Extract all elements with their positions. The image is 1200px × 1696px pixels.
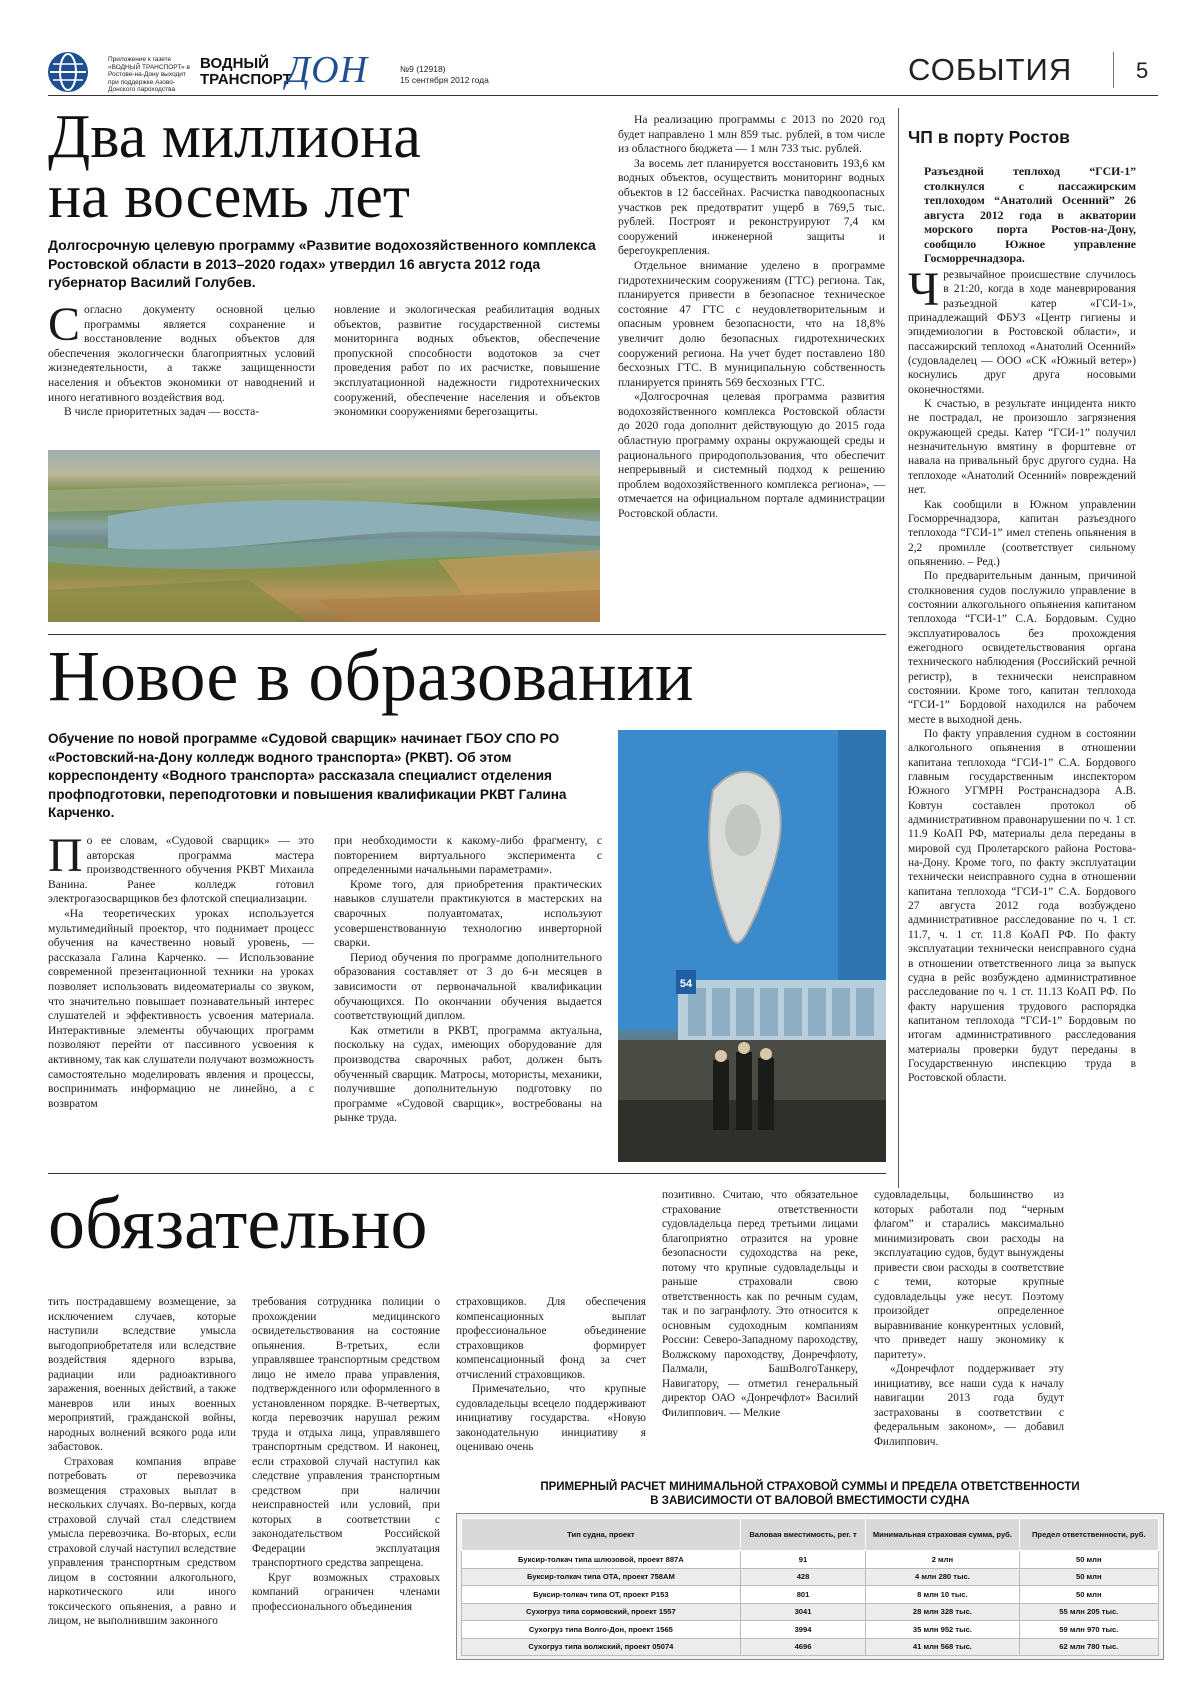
table-cell: 4696 (740, 1638, 865, 1656)
table-cell: 59 млн 970 тыс. (1019, 1621, 1158, 1639)
page-number: 5 (1136, 58, 1149, 83)
article3-col2-p2: Круг возможных страховых компаний ограничен членами профессионального объединения (252, 1571, 440, 1613)
sidebar-body (908, 263, 1136, 1086)
table-title-2: В ЗАВИСИМОСТИ ОТ ВАЛОВОЙ ВМЕСТИМОСТИ СУДНА (650, 1495, 970, 1507)
article3-col4 (662, 1188, 858, 1420)
sidebar-divider (898, 108, 899, 1188)
building-number-sign: 54 (679, 978, 693, 990)
header-divider (1113, 52, 1114, 88)
table-cell: 28 млн 328 тыс. (866, 1603, 1019, 1621)
table-cell: 62 млн 780 тыс. (1019, 1638, 1158, 1656)
insurance-table (456, 1513, 1164, 1660)
article2-col2-p2: Кроме того, для приобретения практических навыков слушатели практикуются в мастерских на сварочных полуавтоматах, используют усовершенствованную технологию инверторной сварки. (334, 877, 602, 950)
article1-col3-p1: На реализацию программы с 2013 по 2020 год будет направлено 1 млн 859 тыс. рублей, в том числе из областного бюджета — 1 млн 733 тыс. рублей. (618, 113, 885, 156)
table-cell: 3994 (740, 1621, 865, 1639)
table-cell: 50 млн (1019, 1568, 1158, 1586)
article3-col1 (48, 1295, 236, 1629)
table-cell: Сухогруз типа Волго-Дон, проект 1565 (462, 1621, 741, 1639)
table-cell: 55 млн 205 тыс. (1019, 1603, 1158, 1621)
table-cell: Буксир-толкач типа ОТА, проект 758АМ (462, 1568, 741, 1586)
article1-lead: Долгосрочную целевую программу «Развитие водохозяйственного комплекса Ростовской области в 2013–2020 годах» утвердил 16 августа 2012 года губернатор Василий Голубев. (48, 237, 596, 290)
sidebar-p2: К счастью, в результате инцидента никто не пострадал, не произошло загрязнения окружающей среды. Катер “ГСИ-1” получил незначительную вмятину в форштевне от навала на привальный брус другого судна. На теплоходе «Анатолий Осенний» повреждений нет. (908, 398, 1136, 497)
article2-col2 (334, 834, 602, 1126)
article3-col4-p1: позитивно. Считаю, что обязательное страхование ответственности судовладельца перед третьими лицами благоприятно отразится на уровне безопасности судоходства на реке, потому что крупные судовладельцы и раньше страховали свою ответственность как по речным судам, так и по загранфлоту. Это относится к основным судоходным компаниям России: Северо-Западному пароходству, Волжскому пароходству, Донречфлоту, Палмали, БашВолгоТанкеру, Навигатору, — отметил генеральный директор ОАО «Донречфлот» Василий Филиппович. — Мелкие (662, 1189, 858, 1419)
article2-col2-p4: Как отметили в РКВТ, программа актуальна, поскольку на судах, имеющих оборудование для производства сварочных работ, должен быть обученный сварщик. Матросы, мотористы, механики, получившие дополнительную подготовку по программе «Судовой сварщик», востребованы на рынке труда. (334, 1023, 602, 1125)
table-cell: 41 млн 568 тыс. (866, 1638, 1019, 1656)
table-cell: 8 млн 10 тыс. (866, 1586, 1019, 1604)
table-cell: 50 млн (1019, 1586, 1158, 1604)
article2-col2-p3: Период обучения по программе дополнительного образования составляет от 3 до 6-и месяцев в зависимости от первоначальной квалификации обучающихся. По окончании обучения выдается соответствующий диплом. (334, 950, 602, 1023)
sidebar-title: ЧП в порту Ростов (908, 127, 1070, 147)
article1-col3-p3: Отдельное внимание уделено в программе гидротехническим сооружениям (ГТС) региона. Так, планируется привести в безопасное техническое состояние 47 ГТС с неудовлетворительным и опасным уровнем безопасности, что на 18,8% увеличит долю безопасных гидротехнических сооружений региона. На учет будет поставлено 180 бесхозных ГТС. В муниципальную собственность планируется принять 569 бесхозных ГТС. (618, 258, 885, 389)
sidebar-lead: Разъездной теплоход “ГСИ-1” столкнулся с пассажирским теплоходом “Анатолий Осенний” 26 августа 2012 года в акватории морского порта Ростов-на-Дону, сообщило Южное управление Госморречнадзора. (924, 164, 1136, 265)
article2-col1-p2: «На теоретических уроках используется мультимедийный проектор, что поднимает процесс обучения на качественно новый уровень, — рассказала Галина Карченко. — Использование современной презентационной техники на уроках позволяет использовать видеоматериалы со звуком, что значительно повышает познавательный интерес слушателей и эффективность усвоения материала. Интерактивные элементы обучающих программ позволяют перейти от пассивного усвоения к активному, так как слушатели получают возможность самостоятельно моделировать явления и процессы, воспринимать информацию не линейно, а с возвратом (48, 906, 314, 1110)
table-row (462, 1603, 1159, 1621)
table-cell: 4 млн 280 тыс. (866, 1568, 1019, 1586)
article1-col1 (48, 298, 315, 420)
table-row (462, 1621, 1159, 1639)
table-row (462, 1586, 1159, 1604)
table-cell: 91 (740, 1551, 865, 1569)
table-cell: Сухогруз типа волжский, проект 05074 (462, 1638, 741, 1656)
article1-dropcap: С (48, 298, 81, 351)
article2-dropcap: П (48, 829, 83, 882)
header-rule (48, 95, 1158, 96)
article3-col2 (252, 1295, 440, 1614)
article3-col3 (456, 1295, 646, 1455)
table-cell: Буксир-толкач типа ОТ, проект Р153 (462, 1586, 741, 1604)
table-header-tonnage: Валовая вместимость, рег. т (740, 1519, 865, 1551)
article2-col2-p1: при необходимости к какому-либо фрагменту, с повторением виртуального эксперимента с определенными начальными параметрами». (334, 834, 602, 877)
sidebar-p3: Как сообщили в Южном управлении Госморречнадзора, капитан разъездного теплохода “ГСИ-1” имел степень опьянения в 2,2 промилле (соответствует сильному опьянению. – Ред.) (908, 498, 1136, 568)
table-header-type: Тип судна, проект (462, 1519, 741, 1551)
article1-headline-2: на восемь лет (48, 163, 410, 231)
sidebar-p4: По предварительным данным, причиной столкновения судов послужило управление в состоянии алкогольного опьянения капитаном теплохода “ГСИ-1” С.А. Бордовым. Судно эксплуатировалось без прохождения ежегодного освидетельствования органа технического наблюдения (Российский речной регистр), в технически неисправном состоянии. Кроме того, капитан теплохода “ГСИ-1” Бордовой находился на рабочем месте в выходной день. (908, 570, 1136, 726)
table-cell: 2 млн (866, 1551, 1019, 1569)
table-cell: 50 млн (1019, 1551, 1158, 1569)
table-row (462, 1568, 1159, 1586)
table-row (462, 1638, 1159, 1656)
article1-col3 (618, 113, 885, 522)
article3-headline: обязательно (48, 1183, 428, 1265)
table-header-min-sum: Минимальная страховая сумма, руб. (866, 1519, 1019, 1551)
article3-col1-p2: Страховая компания вправе потребовать от перевозчика возмещения страховых выплат в нескольких случаях. Во-первых, когда страховой случай стал следствием умысла перевозчика. Во-вторых, если страховой случай наступил вследствие управления транспортным средством лицом в состоянии алкогольного, наркотического или иного токсического опьянения, а равно и лицом, не выполнившим законного (48, 1455, 236, 1627)
article3-col1-p1: тить пострадавшему возмещение, за исключением случаев, которые наступили вследствие умысла выгодоприобретателя или вследствие воздействия ядерного взрыва, радиации или радиоактивного заражения, военных действий, а также маневров или иных военных мероприятий, гражданской войны, народных волнений всякого рода или забастовок. (48, 1296, 236, 1453)
table-row (462, 1551, 1159, 1569)
article1-col3-p2: За восемь лет планируется восстановить 193,6 км водных объектов, осуществить мониторинг водных объектов в 12 бассейнах. Расчистка паводкоопасных участков рек предотвратит ущерб в 769,5 тыс. рублей. Построят и реконструируют 7,4 км сооружений инженерной защиты и берегоукрепления. (618, 156, 885, 258)
article3-col5 (874, 1188, 1064, 1449)
table-cell: 428 (740, 1568, 865, 1586)
article1-col1-p2: В числе приоритетных задач — восста- (64, 405, 260, 419)
issue-date: 15 сентября 2012 года (400, 75, 489, 85)
article3-col3-p1: страховщиков. Для обеспечения компенсационных выплат профессиональное объединение страховщиков формирует компенсационный фонд за счет отчислений страховщиков. (456, 1296, 646, 1381)
college-building-photo (618, 730, 886, 1162)
article1-col1-p1: огласно документу основной целью программы является сохранение и восстановление водных объектов для обеспечения экологически благоприятных условий жизнедеятельности, а также защищенности населения и объектов экономики от наводнений и иного негативного воздействия вод. (48, 303, 315, 404)
table-cell: 3041 (740, 1603, 865, 1621)
article3-col2-p1: требования сотрудника полиции о прохождении медицинского освидетельствования на состояние опьянения. В-третьих, если управлявшее транспортным средством лицо не имело права управления, подтвержденного или оформленного в установленном порядке. В-четвертых, когда перевозчик нарушал режим труда и отдыха лица, управлявшего транспортным средством. И наконец, если страховой случай наступил как следствие управления транспортным средством при наличии неисправностей или условий, при которых в соответствии с законодательством Российской Федерации эксплуатация транспортного средства запрещена. (252, 1296, 440, 1569)
article2-bottom-rule (48, 1173, 886, 1174)
table-header-limit: Предел ответственности, руб. (1019, 1519, 1158, 1551)
supplement-note: Приложение к газете «ВОДНЫЙ ТРАНСПОРТ» в Ростове-на-Дону выходит при поддержке Азово-Донского пароходства (108, 56, 190, 93)
table-cell: Буксир-толкач типа шлюзовой, проект 887А (462, 1551, 741, 1569)
article1-col2-p1: новление и экологическая реабилитация водных объектов, развитие государственной системы мониторинга водных объектов, обеспечение пропускной способности водотоков за счет проведения работ по их расчистке, повышение эксплуатационной надежности гидротехнических сооружений, обеспечение населения и объектов экономики сооружениями берегозащиты. (334, 303, 600, 419)
globe-logo-icon (48, 52, 88, 92)
masthead (48, 48, 1158, 94)
sidebar-dropcap: Ч (908, 263, 940, 316)
article2-headline: Новое в образовании (48, 636, 694, 716)
table-title-1: ПРИМЕРНЫЙ РАСЧЕТ МИНИМАЛЬНОЙ СТРАХОВОЙ СУММЫ И ПРЕДЕЛА ОТВЕТСТВЕННОСТИ (540, 1481, 1080, 1493)
article3-col5-p1: судовладельцы, большинство из которых работали под “черным флагом” и старались максимально минимизировать свои расходы на эксплуатацию судов, будут вынуждены привести свои расходы в соответствие с теми, которые крупные судовладельцы уже несут. Поэтому произойдет определенное выравнивание конкурентных условий, что приведет нашу экономику к паритету». (874, 1189, 1064, 1361)
article3-col5-p2: «Донречфлот поддерживает эту инициативу, все наши суда к началу навигации 2013 года будут застрахованы в соответствии с федеральным законом», — добавил Филиппович. (874, 1363, 1064, 1448)
table-cell: 35 млн 952 тыс. (866, 1621, 1019, 1639)
article1-col3-p4: «Долгосрочная целевая программа развития водохозяйственного комплекса Ростовской области до 2020 года дополнит действующую до 2015 года областную программу охраны окружающей среды и рационального природопользования, что обеспечит непрерывный и системный подход к решению проблем водохозяйственного комплекса региона», — отмечается на официальном портале администрации Ростовской области. (618, 390, 885, 521)
sidebar-p5: По факту управления судном в состоянии алкогольного опьянения в отношении капитана теплохода “ГСИ-1” С.А. Бордового главным государственным инспектором Южного УГМРН Ространснадзора А.В. Ковтун составлен протокол об административном правонарушении по ч. 1 ст. 11.9 КоАП РФ, материалы дела переданы в мировой суд Пролетарского района Ростова-на-Дону. Кроме того, по факту эксплуатации технически неисправного судна в отношении капитана теплохода “ГСИ-1” С.А. Бордового 27 августа 2012 года возбуждено административное расследование по ч. 1 ст. 11.7, ч. 1 ст. 11.8 КоАП РФ. По факту эксплуатации технически неисправного судна в отношении ответственного лица за выпуск судна в рейс возбуждено административное расследование по ч. 1 ст. 11.13 КоАП РФ. По факту нарушения трудового распорядка капитаном теплохода “ГСИ-1” Бордовым по итогам административного расследования материалы проверки будут переданы в Государственную инспекцию труда в Ростовской области. (908, 728, 1136, 1085)
article1-col2 (334, 303, 600, 420)
table-cell: Сухогруз типа сормовский, проект 1557 (462, 1603, 741, 1621)
brand-line1: ВОДНЫЙ (200, 55, 269, 72)
article1-bottom-rule (48, 634, 886, 635)
section-title: СОБЫТИЯ (908, 52, 1073, 87)
article3-col3-p2: Примечательно, что крупные судовладельцы всецело поддерживают инициативу государства. «Новую законодательную инициативу я оцениваю очень (456, 1383, 646, 1453)
sidebar-p1: резвычайное происшествие случилось в 21:20, когда в ходе маневрирования разъездной катер «ГСИ-1», принадлежащий ФБУЗ «Центр гигиены и эпидемиологии в Ростовской области», и пассажирский теплоход «Анатолий Осенний» (судовладелец — ООО «СК «Южный ветер») коснулись друг друга носовыми оконечностями. (908, 269, 1136, 396)
article1-headline-1: Два миллиона (48, 103, 421, 171)
table-cell: 801 (740, 1586, 865, 1604)
issue-number: №9 (12918) (400, 64, 446, 74)
brand-script: ДОН (286, 49, 369, 91)
article2-col1-p1: о ее словам, «Судовой сварщик» — это авторская программа мастера производственного обучения РКВТ Михаила Ванина. Ранее колледж готовил электрогазосварщиков без флотской специализации. (48, 834, 314, 906)
brand-line2: ТРАНСПОРТ (200, 71, 292, 88)
article2-col1 (48, 829, 314, 1111)
river-landscape-photo (48, 450, 600, 622)
article2-lead: Обучение по новой программе «Судовой сварщик» начинает ГБОУ СПО РО «Ростовский-на-Дону колледж водного транспорта» (РКВТ). Об этом корреспонденту «Водного транспорта» рассказала специалист отделения профподготовки, переподготовки и повышения квалификации РКВТ Галина Карченко. (48, 731, 567, 820)
